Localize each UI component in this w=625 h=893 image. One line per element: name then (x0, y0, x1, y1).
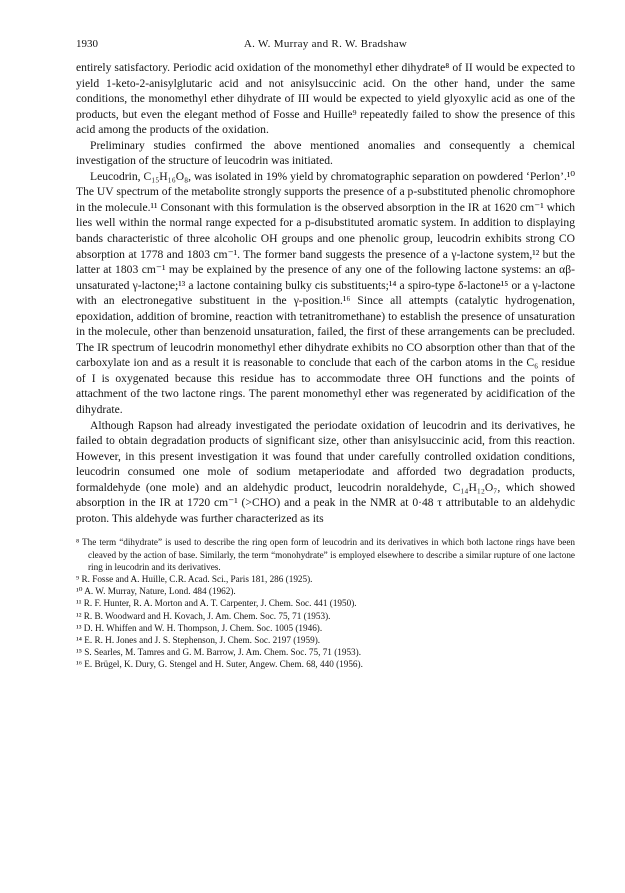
reference-12: ¹² R. B. Woodward and H. Kovach, J. Am. Chem. Soc. 75, 71 (1953). (76, 610, 331, 621)
page-header (76, 38, 575, 58)
page-number: 1930 (76, 38, 98, 50)
paragraph: Leucodrin, C₁₅H₁₆O₈, was isolated in 19% yield by chromatographic separation on powdered ‘Perlon’.¹⁰ The UV spectrum of the metabolite strongly supports the presence of a p-substituted phenolic chromophore in the molecule.¹¹ Consonant with this formulation is the observed absorption in the IR at 1620 cm⁻¹ which lies well within the normal range expected for a p-disubstituted aromatic system. In addition to displaying bands characteristic of three alcoholic OH groups and one phenolic group, leucodrin exhibits strong CO absorption at 1778 and 1803 cm⁻¹. The former band suggests the presence of a γ-lactone system,¹² but the latter at 1803 cm⁻¹ may be explained by the presence of any one of the following lactone systems: an αβ-unsaturated γ-lactone;¹³ a lactone containing bulky cis substituents;¹⁴ a spiro-type δ-lactone¹⁵ or a γ-lactone with an electronegative substituent in the γ-position.¹⁶ Since all attempts (catalytic hydrogenation, epoxidation, addition of bromine, reaction with tetranitromethane) to establish the presence of unsaturation in the molecule, other than benzenoid unsaturation, failed, the first of these arrangements can be precluded. The IR spectrum of leucodrin monomethyl ether dihydrate exhibits no CO absorption other than that of the carboxylate ion and as a result it is reasonable to conclude that each of the carbon atoms in the C₆ residue of I is oxygenated because this residue has to accommodate three OH functions and the points of attachment of the two lactone rings. The parent monomethyl ether was regenerated by acidification of the dihydrate. (76, 169, 575, 417)
paragraph: Although Rapson had already investigated the periodate oxidation of leucodrin and its derivatives, he failed to obtain degradation products of significant size, other than anisylsuccinic acid, from this reaction. However, in this present investigation it was found that under carefully controlled oxidation conditions, leucodrin consumed one mole of sodium metaperiodate and afforded two degradation products, formaldehyde (one mole) and an aldehydic product, leucodrin noraldehyde, C₁₄H₁₂O₇, which showed absorption in the IR at 1720 cm⁻¹ (>CHO) and a peak in the NMR at 0·48 τ attributable to an aldehydic proton. This aldehyde was further characterized as its (76, 418, 575, 525)
reference-14: ¹⁴ E. R. H. Jones and J. S. Stephenson, J. Chem. Soc. 2197 (1959). (76, 635, 321, 646)
journal-page (76, 38, 575, 671)
reference-10: ¹⁰ A. W. Murray, Nature, Lond. 484 (1962). (76, 586, 236, 597)
reference-13: ¹³ D. H. Whiffen and W. H. Thompson, J. Chem. Soc. 1005 (1946). (76, 622, 323, 633)
paragraph: Preliminary studies confirmed the above mentioned anomalies and consequently a chemical investigation of the structure of leucodrin was initiated. (76, 138, 575, 168)
reference-16: ¹⁶ E. Brügel, K. Dury, G. Stengel and H. Suter, Angew. Chem. 68, 440 (1956). (76, 659, 363, 670)
body-text (76, 60, 575, 526)
reference-15: ¹⁵ S. Searles, M. Tamres and G. M. Barrow, J. Am. Chem. Soc. 75, 71 (1953). (76, 647, 361, 658)
reference-11: ¹¹ R. F. Hunter, R. A. Morton and A. T. Carpenter, J. Chem. Soc. 441 (1950). (76, 598, 357, 609)
footnotes (76, 536, 575, 670)
paragraph: entirely satisfactory. Periodic acid oxidation of the monomethyl ether dihydrate⁸ of II would be expected to yield 1-keto-2-anisylglutaric acid and not anisylsuccinic acid. On the other hand, under the same conditions, the monomethyl ether dihydrate of III would be expected to yield glyoxylic acid as one of the products, but even the elegant method of Fosse and Huille⁹ repeatedly failed to show the presence of this acid among the products of the oxidation. (76, 61, 575, 137)
footnote-dihydrate: ⁸ The term “dihydrate” is used to describe the ring open form of leucodrin and its derivatives in which both lactone rings have been cleaved by the action of base. Similarly, the term “monohydrate” is employed elsewhere to describe a similar rupture of one lactone ring in leucodrin and its derivatives. (76, 537, 575, 572)
reference-9: ⁹ R. Fosse and A. Huille, C.R. Acad. Sci., Paris 181, 286 (1925). (76, 574, 313, 585)
running-title: A. W. Murray and R. W. Bradshaw (243, 38, 408, 50)
